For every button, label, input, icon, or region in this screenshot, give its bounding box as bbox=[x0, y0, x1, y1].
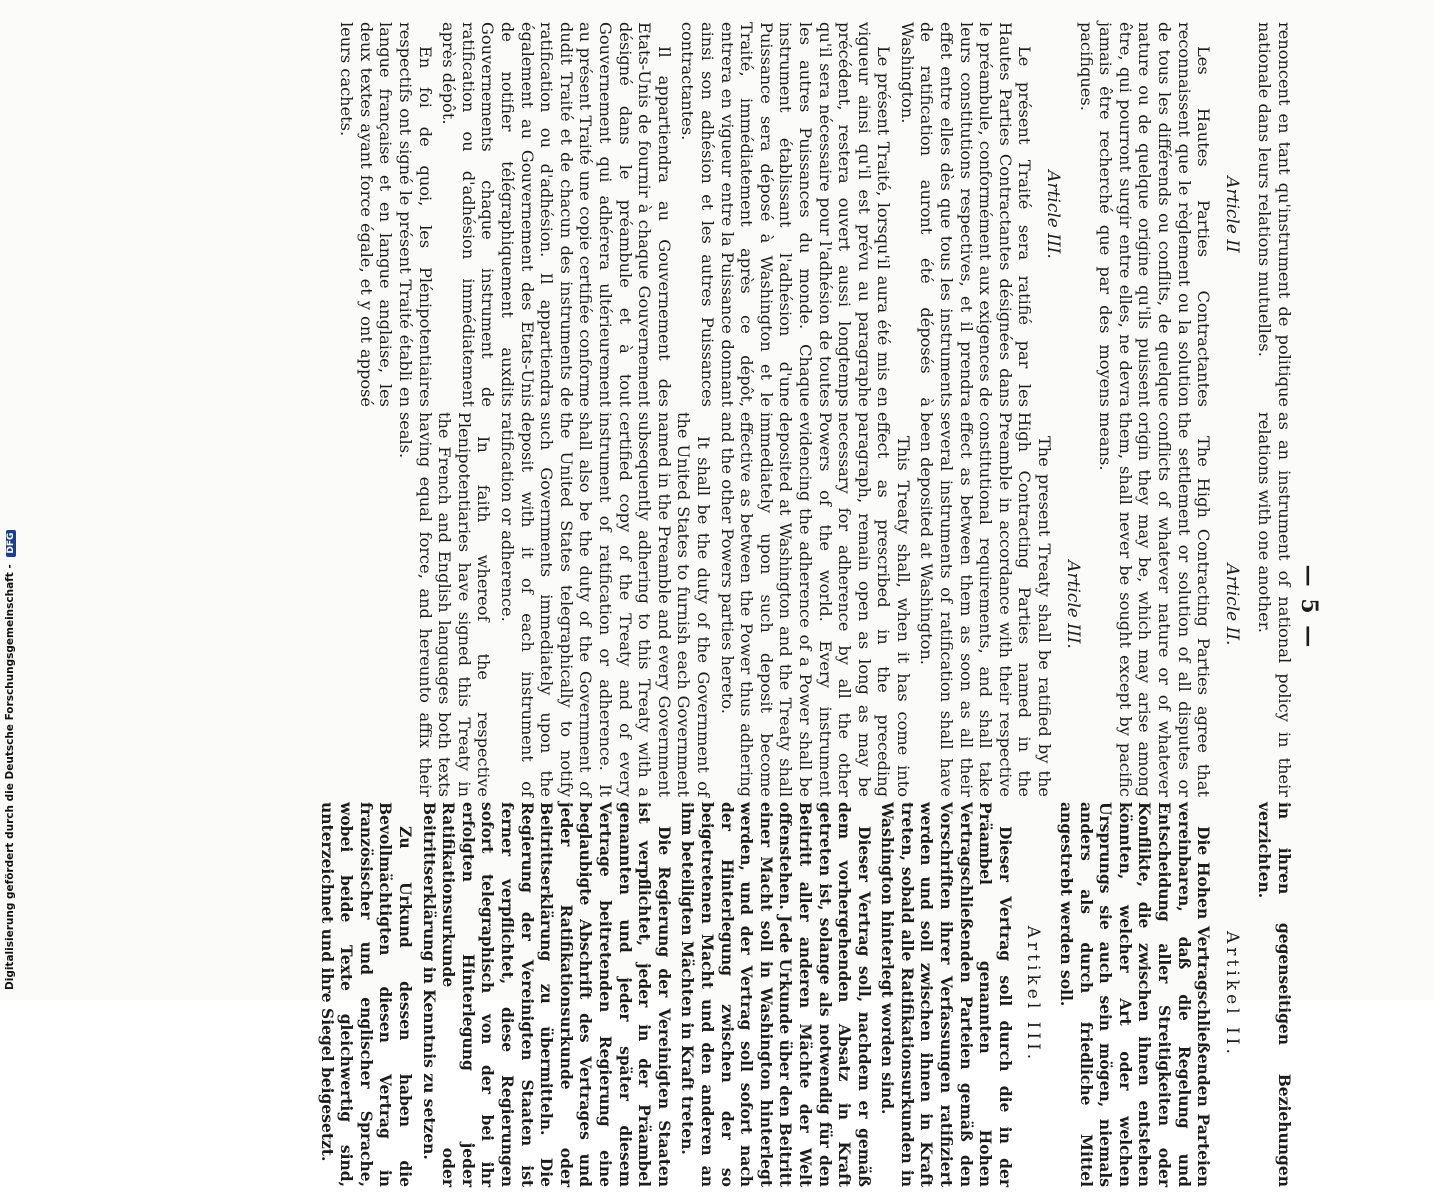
english-article-2-heading: Article II. bbox=[1221, 563, 1242, 646]
german-article-2-text: Die Hohen Vertragschließenden Parteien vereinbaren, daß die Regelung und Entscheidung aller Streitigkeiten oder Konflikte, die zwischen ihnen entstehen könnten, welcher Art oder welchen Ursprungs sie auch sein mögen, niemals anders als durch friedliche Mittel angestrebt werden soll. bbox=[1057, 802, 1214, 1187]
french-closing: En foi de quoi, les Plénipotentiaires respectifs ont signé le présent Traité établi en langue française et en langue anglaise, les deux textes ayant force égale, et y ont apposé leurs cachets. bbox=[337, 22, 435, 407]
english-column bbox=[391, 412, 1294, 797]
german-article-3-p1: Dieser Vertrag soll durch die in der Präambel genannten Hohen Vertragschließenden Parteien gemäß den Vorschriften ihrer Verfassungen ratifiziert werden und soll zwischen ihnen in Kraft treten, sobald alle Ratifikationsurkunden in Washington hinterlegt worden sind. bbox=[878, 802, 1015, 1187]
french-article-3-p2: Le présent Traité, lorsqu'il aura été mis en vigueur ainsi qu'il est prévu au paragraphe précédent, restera ouvert aussi longtemps qu'il sera nécessaire pour l'adhésion de toutes les autres Puissances du monde. Chaque instrument établissant l'adhésion d'une Puissance sera déposé à Washington et le Traité, immédiatement après ce dépôt, entrera en vigueur entre la Puissance donnant ainsi son adhésion et les autres Puissances contractantes. bbox=[678, 22, 894, 407]
french-article-2-heading: Article II bbox=[1221, 176, 1242, 253]
english-article-3-p1: The present Treaty shall be ratified by the High Contracting Parties named in the Preamble in accordance with their respective constitutional requirements, and shall take effect as between them as soon as all their several instruments of ratification shall have been deposited at Washington. bbox=[917, 412, 1055, 797]
english-closing: In faith whereof the respective Plenipotentiaries have signed this Treaty in the French and English languages both texts having equal force, and hereunto affix their seals. bbox=[396, 412, 494, 797]
german-closing: Zu Urkund dessen haben die Bevollmächtigten diesen Vertrag in französischer und englischer Sprache, wobei beide Texte gleichwertig sind, unterzeichnet und ihre Siegel beigesetzt. bbox=[317, 802, 416, 1187]
german-article-3-p2: Dieser Vertrag soll, nachdem er gemäß dem vorhergehenden Absatz in Kraft getreten ist, solange als notwendig für den Beitritt aller anderen Mächte der Welt offenstehen. Jede Urkunde über den Beitritt einer Macht soll in Washington hinterlegt werden, und der Vertrag soll sofort nach der Hinterlegung zwischen der so beigetretenen Macht und den anderen an ihm beteiligten Mächten in Kraft treten. bbox=[678, 802, 874, 1187]
digitization-credit bbox=[0, 0, 22, 1000]
french-article-3-p3: Il appartiendra au Gouvernement des Etats-Unis de fournir à chaque Gouvernement désigné dans le préambule et à tout Gouvernement qui adhérera ultérieurement au présent Traité une copie certifiée conforme dudit Traité et de chacun des instruments de ratification ou d'adhésion. Il appartiendra également au Gouvernement des Etats-Unis de notifier télégraphiquement auxdits Gouvernements chaque instrument de ratification ou d'adhésion immédiatement après dépôt. bbox=[439, 22, 674, 407]
rotated-text-sheet bbox=[134, 22, 1334, 1187]
german-article-2-heading: Artikel II. bbox=[1221, 931, 1242, 1058]
french-article-3-p1: Le présent Traité sera ratifié par les Hautes Parties Contractantes désignées dans le préambule, conformément aux exigences de leurs constitutions respectives, et il prendra effet entre elles dès que tous les instruments de ratification auront été déposés à Washington. bbox=[897, 22, 1035, 407]
english-article-2-text: The High Contracting Parties agree that the settlement or solution of all disputes or conflicts of whatever nature or of whatever origin they may be, which may arise among them, shall never be sought except by pacific means. bbox=[1096, 412, 1214, 797]
dfg-logo-icon: DFG bbox=[6, 530, 16, 557]
credit-text: Digitalisierung gefördert durch die Deutsche Forschungsgemeinschaft - bbox=[4, 564, 16, 990]
page-number: — 5 — bbox=[1296, 564, 1322, 650]
german-intro: in ihren gegenseitigen Beziehungen verzichten. bbox=[1255, 802, 1294, 1187]
german-article-3-heading: Artikel III. bbox=[1023, 925, 1044, 1064]
german-article-3-p3: Die Regierung der Vereinigten Staaten ist verpflichtet, jeder in der Präambel genannten und jeder später diesem Vertrage beitretenden Regierung eine beglaubigte Abschrift des Vertrages und jeder Ratifikationsurkunde oder Beitrittserklärung zu übermitteln. Die Regierung der Vereinigten Staaten ist ferner verpflichtet, diese Regierungen sofort telegraphisch von der bei ihr erfolgten Hinterlegung jeder Ratifikationsurkunde oder Beitrittserklärung in Kenntnis zu setzen. bbox=[419, 802, 674, 1187]
french-article-3-heading: Article III. bbox=[1043, 170, 1064, 259]
french-column bbox=[333, 22, 1294, 407]
english-article-3-p3: It shall be the duty of the Government of the United States to furnish each Government named in the Preamble and every Government subsequently adhering to this Treaty with a certified copy of the Treaty and of every instrument of ratification or adherence. It shall also be the duty of the Government of the United States telegraphically to notify such Governments immediately upon the deposit with it of each instrument of ratification or adherence. bbox=[498, 412, 713, 797]
french-intro: renoncent en tant qu'instrument de politique nationale dans leurs relations mutuelles. bbox=[1255, 22, 1294, 407]
french-article-2-text: Les Hautes Parties Contractantes reconnaissent que le règlement ou la solution de tous les différends ou conflits, de quelque nature ou de quelque origine qu'ils puissent être, qui pourront surgir entre elles, ne devra jamais être recherché que par des moyens pacifiques. bbox=[1076, 22, 1214, 407]
credit-line bbox=[4, 532, 16, 990]
english-article-3-heading: Article III. bbox=[1062, 560, 1083, 649]
english-article-3-p2: This Treaty shall, when it has come into effect as prescribed in the preceding paragraph, remain open as long as may be necessary for adherence by all the other Powers of the world. Every instrument evidencing the adherence of a Power shall be deposited at Washington and the Treaty shall immediately upon such deposit become effective as between the Power thus adhering and the other Powers parties hereto. bbox=[717, 412, 913, 797]
german-column bbox=[313, 802, 1294, 1187]
english-intro: as an instrument of national policy in their relations with one another. bbox=[1255, 412, 1294, 797]
